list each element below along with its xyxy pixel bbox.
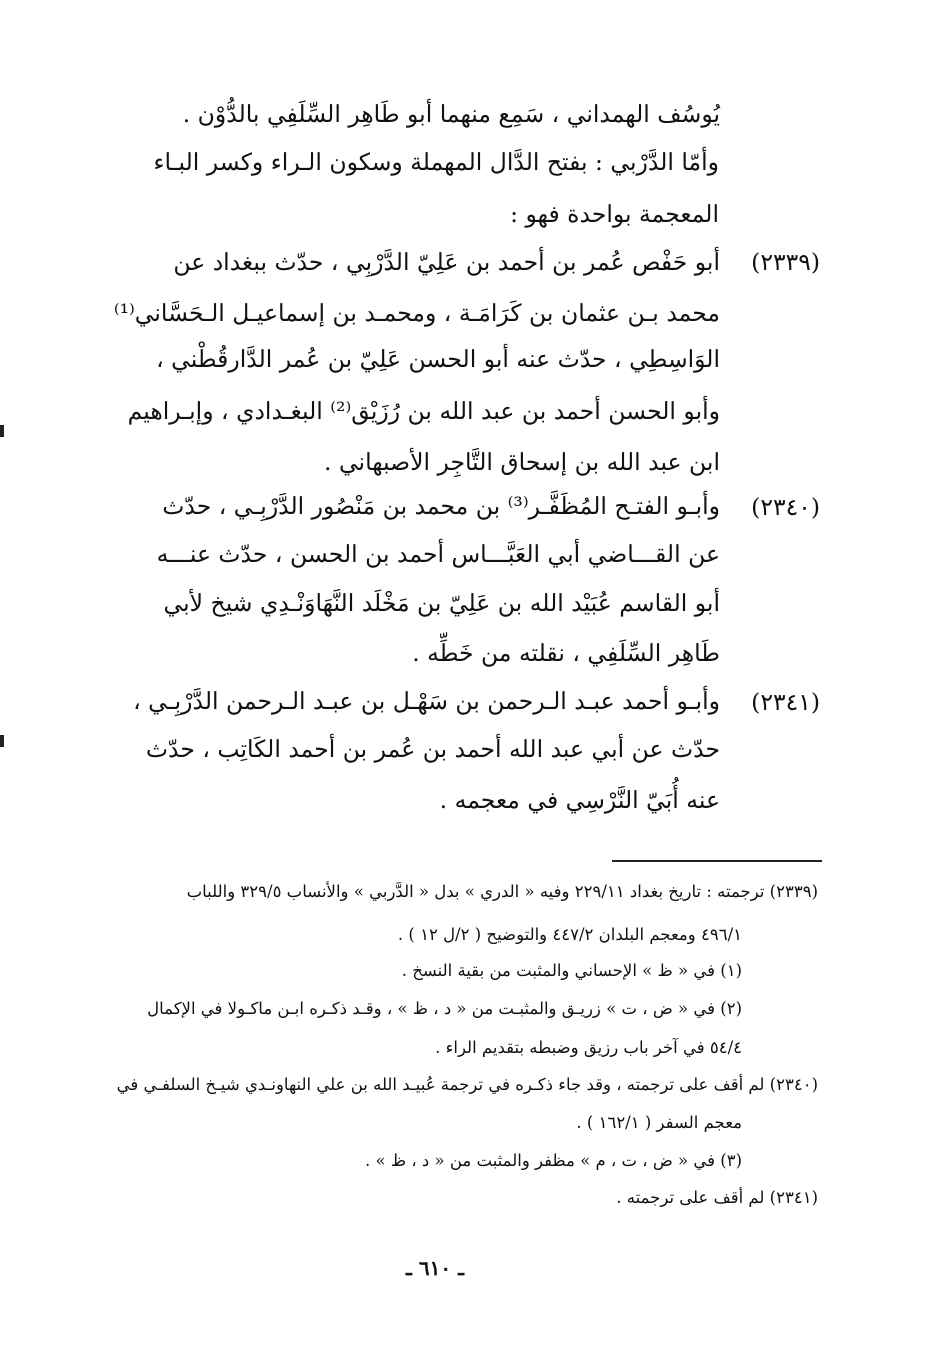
footnote-line: ٥٤/٤ في آخر باب رزيق وضبطه بتقديم الراء . xyxy=(435,1038,742,1057)
scan-edge-mark xyxy=(0,425,4,437)
body-line: أبو القاسم عُبَيْد الله بن عَلِيّ بن مَخْلَد النَّهَاوَنْـدِي شيخ لأبي xyxy=(163,589,720,617)
footnote-line: (٢٣٤١) لم أقف على ترجمته . xyxy=(616,1188,818,1207)
footnote-line: (١) في « ظ » الإحساني والمثبت من بقية النسخ . xyxy=(401,961,742,980)
body-line: وأبو الحسن أحمد بن عبد الله بن رُزَيْق⁽²⁾ البغـدادي ، وإبـراهيم xyxy=(127,397,720,425)
entry-number: (٢٣٤٠) xyxy=(751,493,820,521)
body-line: عنه أُبَيّ النَّرْسِي في معجمه . xyxy=(439,786,720,814)
body-line: محمد بـن عثمان بن كَرَامَـة ، ومحمـد بن إسماعيـل الـحَسَّاني⁽¹⁾ xyxy=(113,299,720,327)
footnote-separator xyxy=(612,860,822,862)
body-line: الوَاسِطِي ، حدّث عنه أبو الحسن عَلِيّ بن عُمر الدَّارقُطْني ، xyxy=(156,345,720,373)
footnote-line: (٣) في « ض ، ت ، م » مظفر والمثبت من « د ، ظ » . xyxy=(365,1151,742,1170)
body-line: أبو حَفْص عُمر بن أحمد بن عَلِيّ الدَّرْبِي ، حدّث ببغداد عن xyxy=(173,248,720,276)
body-line: وأمّا الدَّرْبي : بفتح الدَّال المهملة وسكون الـراء وكسر البـاء xyxy=(153,148,719,176)
footnote-line: معجم السفر ( ١٦٢/١ ) . xyxy=(576,1113,742,1132)
body-line: حدّث عن أبي عبد الله أحمد بن عُمر بن أحمد الكَاتِب ، حدّث xyxy=(145,735,720,763)
entry-number: (٢٣٣٩) xyxy=(751,248,820,276)
body-line: وأبـو الفتـح المُظَفَّـر⁽³⁾ بن محمد بن مَنْصُور الدَّرْبِـي ، حدّث xyxy=(162,492,720,520)
body-line: ابن عبد الله بن إسحاق التَّاجِر الأصبهاني . xyxy=(324,448,720,476)
body-line: يُوسُف الهمداني ، سَمِع منهما أبو طَاهِر السِّلَفِي بالدُّوْن . xyxy=(182,100,720,128)
footnote-line: ٤٩٦/١ ومعجم البلدان ٤٤٧/٢ والتوضيح ( ٢/ل ١٢ ) . xyxy=(397,925,742,944)
body-line: وأبـو أحمد عبـد الـرحمن بن سَهْـل بن عبـد الـرحمن الدَّرْبِـي ، xyxy=(133,687,720,715)
scan-edge-mark xyxy=(0,735,4,747)
body-line: المعجمة بواحدة فهو : xyxy=(510,200,719,228)
footnote-line: (٢٣٣٩) ترجمته : تاريخ بغداد ٢٢٩/١١ وفيه « الدري » بدل « الدَّربي » والأنساب ٣٢٩/٥ واللباب xyxy=(186,882,818,901)
body-line: طَاهِر السِّلَفِي ، نقلته من خَطِّه . xyxy=(412,639,720,667)
body-line: عن القـــاضي أبي العَبَّـــاس أحمد بن الحسن ، حدّث عنـــه xyxy=(156,540,720,568)
footnote-line: (٢) في « ض ، ت » زريـق والمثبـت من « د ، ظ » ، وقـد ذكـره ابـن ماكـولا في الإكمال xyxy=(147,999,742,1018)
entry-number: (٢٣٤١) xyxy=(751,688,820,716)
page-number: ـ ٦١٠ ـ xyxy=(406,1256,464,1280)
footnote-line: (٢٣٤٠) لم أقف على ترجمته ، وقد جاء ذكـره في ترجمة عُبيـد الله بن علي النهاونـدي شيـخ السلفـي في xyxy=(116,1075,818,1094)
